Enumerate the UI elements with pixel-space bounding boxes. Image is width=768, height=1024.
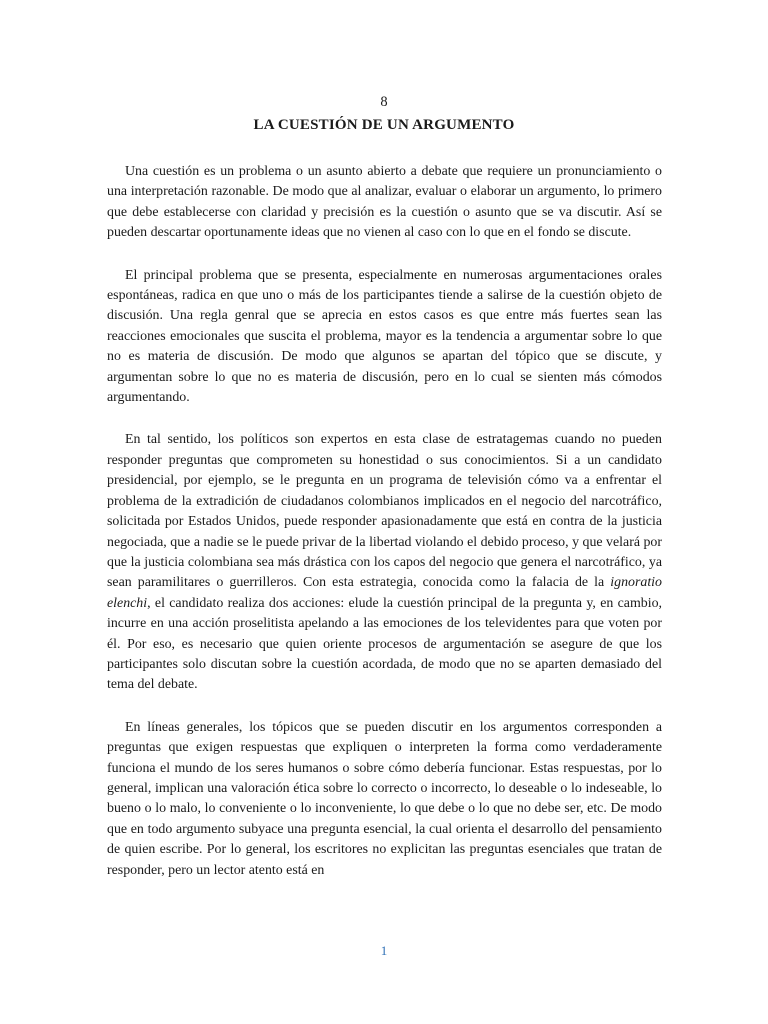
paragraph-3-text-after: , el candidato realiza dos acciones: elude la cuestión principal de la pregunta y, en cambio, incurre en una acción proselitista apelando a las emociones de los televidentes para que voten por él. Por eso, es necesario que quien oriente procesos de argumentación se asegure de que los participantes solo discutan sobre la cuestión acordada, de modo que no se aparten demasiado del tema del debate.: [107, 595, 662, 693]
page-number: 1: [380, 943, 388, 958]
paragraph-3: [107, 430, 662, 695]
chapter-title: LA CUESTIÓN DE UN ARGUMENTO: [253, 117, 515, 133]
paragraph-2: El principal problema que se presenta, especialmente en numerosas argumentaciones orales espontáneas, radica en que uno o más de los participantes tiende a salirse de la cuestión objeto de discusión. Una regla genral que se aprecia en estos casos es que entre más fuertes sean las reacciones emocionales que suscita el problema, mayor es la tendencia a argumentar sobre lo que no es materia de discusión. De modo que algunos se apartan del tópico que se discute, y argumentan sobre lo que no es materia de discusión, pero en lo cual se sienten más cómodos argumentando.: [107, 267, 662, 406]
chapter-number: 8: [380, 94, 388, 110]
latin-term-emphasis: ignoratio elenchi: [107, 575, 662, 611]
body-text: [107, 162, 662, 903]
paragraph-1: Una cuestión es un problema o un asunto abierto a debate que requiere un pronunciamiento o una interpretación razonable. De modo que al analizar, evaluar o elaborar un argumento, lo primero que debe establecerse con claridad y precisión es la cuestión o asunto que se va discutir. Así se pueden descartar oportunamente ideas que no vienen al caso con lo que en el fondo se discute.: [107, 164, 662, 241]
paragraph-3-text-before: En tal sentido, los políticos son expertos en esta clase de estratagemas cuando no pueden responder preguntas que comprometen su honestidad o sus conocimientos. Si a un candidato presidencial, por ejemplo, se le pregunta en un programa de televisión cómo va a enfrentar el problema de la extradición de ciudadanos colombianos implicados en el negocio del narcotráfico, solicitada por Estados Unidos, puede responder apasionadamente que está en contra de la justicia negociada, que a nadie se le puede privar de la libertad violando el debido proceso, y que velará por que la justicia colombiana sea más drástica con los capos del negocio que genera el narcotráfico, ya sean paramilitares o guerrilleros. Con esta estrategia, conocida como la falacia de la: [107, 432, 662, 591]
paragraph-4: En líneas generales, los tópicos que se pueden discutir en los argumentos corresponden a preguntas que exigen respuestas que expliquen o interpreten la forma como verdaderamente funciona el mundo de los seres humanos o sobre cómo debería funcionar. Estas respuestas, por lo general, implican una valoración ética sobre lo correcto o incorrecto, lo deseable o lo indeseable, lo bueno o lo malo, lo conveniente o lo inconveniente, lo que debe o lo que no debe ser, etc. De modo que en todo argumento subyace una pregunta esencial, la cual orienta el desarrollo del pensamiento de quien escribe. Por lo general, los escritores no explicitan las preguntas esenciales que tratan de responder, pero un lector atento está en: [107, 719, 662, 878]
